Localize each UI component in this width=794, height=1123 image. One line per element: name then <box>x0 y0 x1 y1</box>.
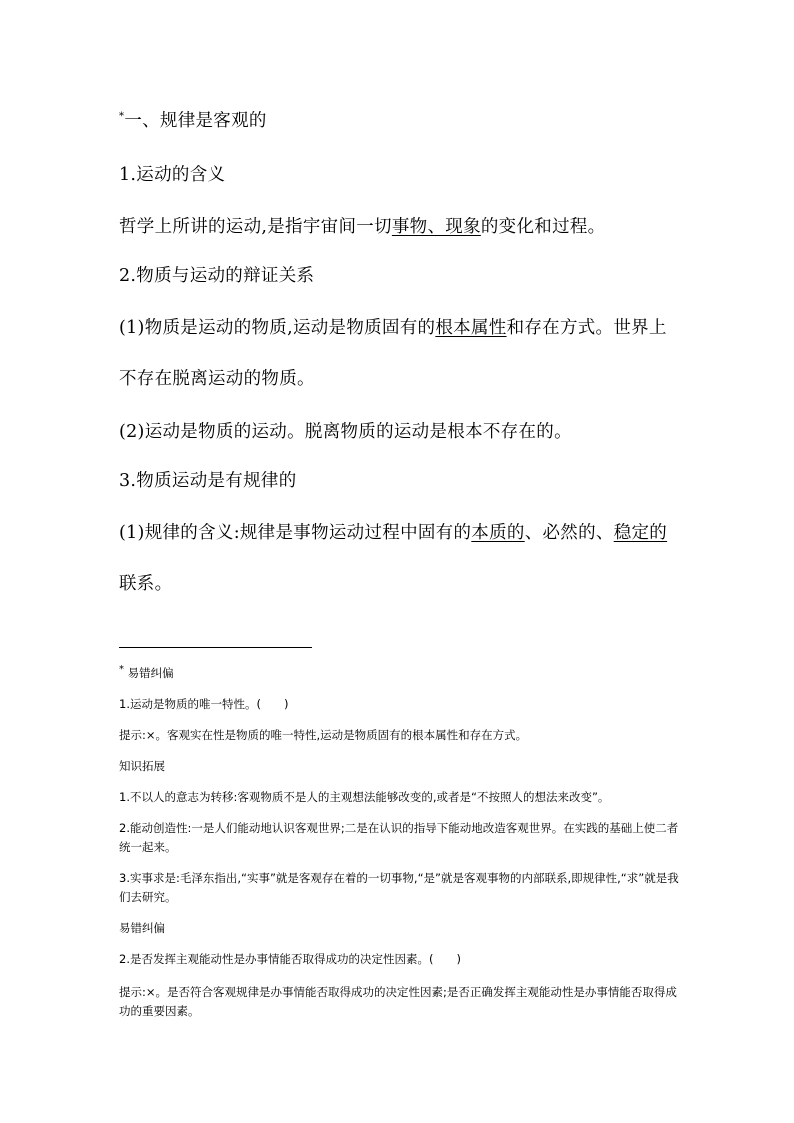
note-knowledge-1: 1.不以人的意志为转移:客观物质不是人的主观想法能够改变的,或者是“不按照人的想法来改变”。 <box>119 789 610 804</box>
main-content <box>119 100 679 610</box>
footnotes <box>119 660 679 1021</box>
note-heading-common-errors-2: 易错纠偏 <box>119 920 165 935</box>
note-answer-1: 提示:×。客观实在性是物质的唯一特性,运动是物质固有的根本属性和存在方式。 <box>119 727 528 742</box>
note-question-2: 2.是否发挥主观能动性是办事情能否取得成功的决定性因素。( ) <box>119 951 461 966</box>
underlined-key-term: 事物、现象 <box>391 216 481 237</box>
underlined-key-term: 稳定的 <box>613 522 668 543</box>
paragraph-law-definition: (1)规律的含义:规律是事物运动过程中固有的本质的、必然的、稳定的联系。 <box>119 522 668 594</box>
heading-matter-motion-relation: 2.物质与运动的辩证关系 <box>119 265 315 286</box>
note-heading-knowledge-extension: 知识拓展 <box>119 758 165 773</box>
note-knowledge-3: 3.实事求是:毛泽东指出,“实事”就是客观存在着的一切事物,“是”就是客观事物的内部联系,即规律性,“求”就是我们去研究。 <box>119 870 679 904</box>
note-question-1: 1.运动是物质的唯一特性。( ) <box>119 696 289 711</box>
note-heading-common-errors: * 易错纠偏 <box>119 664 174 680</box>
note-answer-2: 提示:×。是否符合客观规律是办事情能否取得成功的决定性因素;是否正确发挥主观能动性是办事情能否取得成功的重要因素。 <box>119 984 677 1018</box>
paragraph-matter-motion-2: (2)运动是物质的运动。脱离物质的运动是根本不存在的。 <box>119 421 572 442</box>
paragraph-motion-definition: 哲学上所讲的运动,是指宇宙间一切事物、现象的变化和过程。 <box>119 216 606 237</box>
footnote-separator <box>119 647 312 648</box>
heading-motion-law: 3.物质运动是有规律的 <box>119 470 297 491</box>
heading-motion-meaning: 1.运动的含义 <box>119 164 226 185</box>
note-knowledge-2: 2.能动创造性:一是人们能动地认识客观世界;二是在认识的指导下能动地改造客观世界。在实践的基础上使二者统一起来。 <box>119 820 679 854</box>
section-title: *一、规律是客观的 <box>119 110 267 131</box>
footnote-marker: * <box>119 111 125 122</box>
paragraph-matter-motion-1: (1)物质是运动的物质,运动是物质固有的根本属性和存在方式。世界上不存在脱离运动的物质。 <box>119 317 667 389</box>
underlined-key-term: 本质的 <box>471 522 525 543</box>
underlined-key-term: 根本属性 <box>435 317 507 338</box>
